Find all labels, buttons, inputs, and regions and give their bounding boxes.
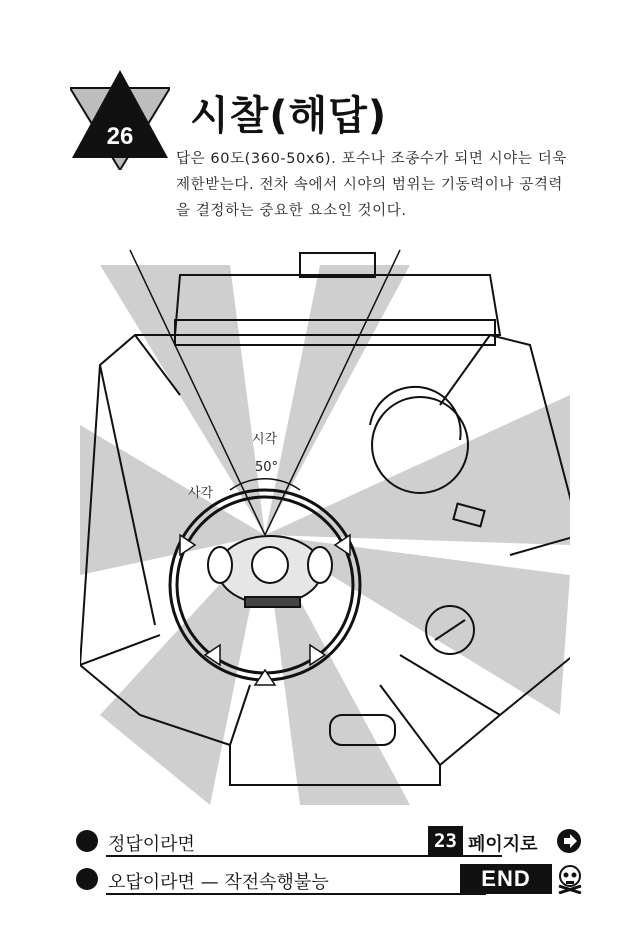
choice-wrong[interactable]: [76, 864, 584, 894]
answer-line: 을 결정하는 중요한 요소인 것이다.: [176, 203, 407, 219]
answer-line: 제한받는다. 전차 속에서 시야의 범위는 기동력이나 공격력: [176, 177, 564, 193]
view-angle-label: 시각: [252, 432, 278, 447]
choice-correct[interactable]: [76, 826, 584, 856]
bullet-icon: [76, 830, 98, 852]
divider: [106, 893, 486, 895]
skull-icon: [556, 864, 584, 894]
choice-wrong-label: 오답이라면 — 작전속행불능: [108, 872, 329, 893]
answer-text: [176, 146, 596, 224]
view-angle-value: 50°: [255, 460, 279, 475]
page-title: 시찰(해답): [190, 93, 388, 139]
section-badge: [70, 70, 170, 170]
blind-angle-label: 사각: [188, 486, 214, 501]
arrow-right-icon[interactable]: [556, 828, 582, 854]
choice-correct-label: 정답이라면: [108, 834, 195, 855]
answer-line: 답은 60도(360-50x6). 포수나 조종수가 되면 시야는 더욱: [176, 151, 567, 167]
bullet-icon: [76, 868, 98, 890]
end-badge[interactable]: END: [460, 864, 552, 894]
goto-page-label[interactable]: 페이지로: [468, 834, 538, 855]
goto-page-number[interactable]: 23: [428, 826, 463, 856]
section-number: 26: [106, 123, 134, 150]
turret-illustration: [80, 245, 570, 815]
